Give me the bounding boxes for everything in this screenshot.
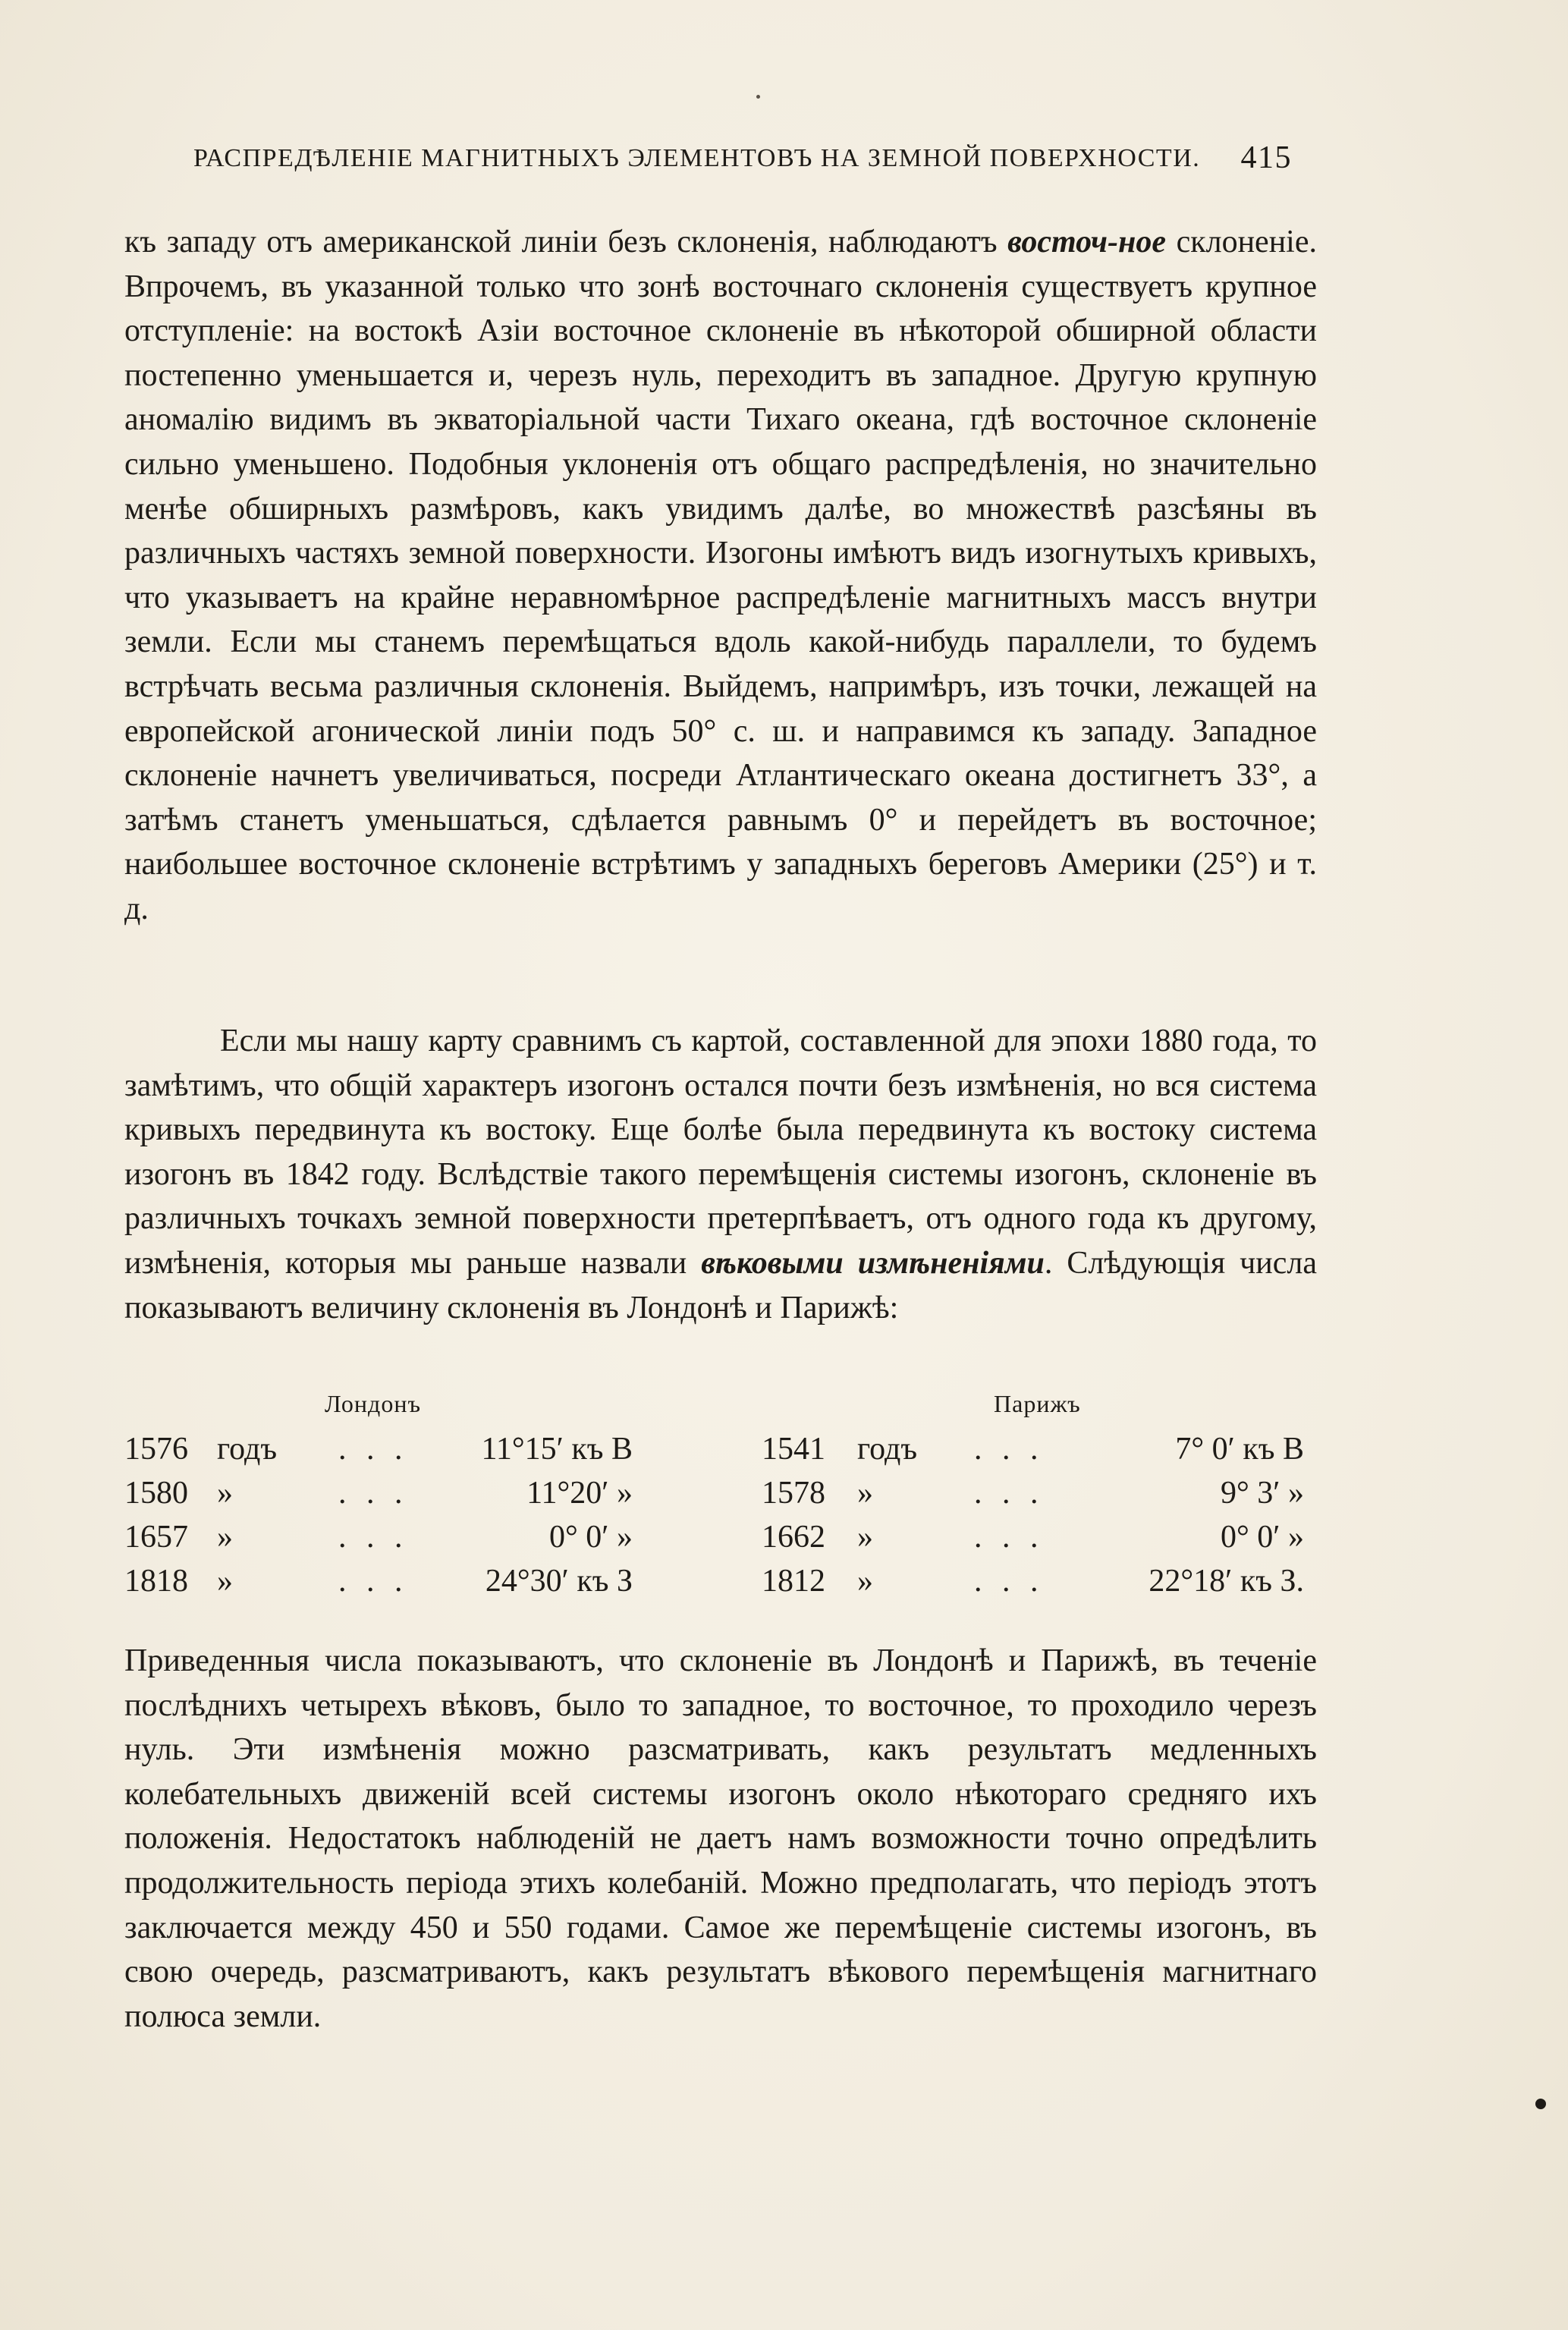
paris-year: 1578 — [762, 1476, 825, 1511]
paris-year: 1812 — [762, 1564, 825, 1599]
paris-year-word: годъ — [857, 1432, 918, 1467]
paragraph-1-rest: склоненіе. Впрочемъ, въ указанной только что зонѣ восточнаго склоненія существуетъ крупное отступленіе: на востокѣ Азіи восточное склоненіе въ нѣкоторой обширной области постепенно уменьшается и, черезъ нуль, переходитъ въ западное. Другую крупную аномалію видимъ въ экваторіальной части Тихаго океана, гдѣ восточное склоненіе сильно уменьшено. Подобныя уклоненія отъ общаго распредѣленія, но значительно менѣе обширныхъ размѣровъ, какъ увидимъ далѣе, во множествѣ разсѣяны въ различныхъ частяхъ земной поверхности. Изогоны имѣютъ видъ изогнутыхъ кривыхъ, что указываетъ на крайне неравномѣрное распредѣленіе магнитныхъ массъ внутри земли. Если мы станемъ перемѣщаться вдоль какой-нибудь параллели, то будемъ встрѣчать весьма различныя склоненія. Выйдемъ, напримѣръ, изъ точки, лежащей на европейской агонической линіи подъ 50° с. ш. и направимся къ западу. Западное склоненіе начнетъ увеличиваться, посреди Атлантическаго океана достигнетъ 33°, а затѣмъ станетъ уменьшаться, сдѣлается равнымъ 0° и перейдетъ въ восточное; наибольшее восточное склоненіе встрѣтимъ у западныхъ береговъ Америки (25°) и т. д. — [124, 225, 1317, 926]
paragraph-1-italic-a: восточ- — [1007, 225, 1119, 259]
london-year: 1576 — [124, 1432, 188, 1467]
london-column-header: Лондонъ — [325, 1390, 421, 1417]
leader-dots: . . . — [974, 1432, 1045, 1467]
page-number: 415 — [1240, 140, 1292, 175]
paragraph-1 — [124, 220, 1317, 932]
table-row — [124, 1519, 1338, 1563]
paragraph-3 — [124, 1639, 1317, 2039]
paris-declination: 0° 0′ » — [1221, 1520, 1304, 1555]
paragraph-3-text: Приведенныя числа показываютъ, что склоненіе въ Лондонѣ и Парижѣ, въ теченіе послѣднихъ четырехъ вѣковъ, было то западное, то восточное, то проходило черезъ нуль. Эти измѣненія можно разсматривать, какъ результатъ медленныхъ колебательныхъ движеній всей системы изогонъ около нѣкотораго средняго ихъ положенія. Недостатокъ наблюденій не даетъ намъ возможности точно опредѣлить продолжительность періода этихъ колебаній. Можно предполагать, что періодъ этотъ заключается между 450 и 550 годами. Самое же перемѣщеніе системы изогонъ, въ свою очередь, разсматриваютъ, какъ результатъ вѣкового перемѣщенія магнитнаго полюса земли. — [124, 1643, 1317, 2034]
leader-dots: . . . — [974, 1520, 1045, 1555]
london-year-word: » — [217, 1476, 233, 1511]
ink-dot — [1535, 2099, 1546, 2109]
ink-speck — [756, 95, 760, 99]
paris-year-word: » — [857, 1564, 873, 1599]
paris-year: 1662 — [762, 1520, 825, 1555]
paragraph-2-italic: вѣковыми измѣненіями — [701, 1245, 1045, 1281]
leader-dots: . . . — [338, 1520, 409, 1555]
declination-table — [124, 1390, 1338, 1618]
london-year: 1580 — [124, 1476, 188, 1511]
table-row — [124, 1431, 1338, 1475]
london-year-word: » — [217, 1564, 233, 1599]
london-year-word: » — [217, 1520, 233, 1555]
leader-dots: . . . — [974, 1564, 1045, 1599]
paris-declination: 9° 3′ » — [1221, 1476, 1304, 1511]
running-head — [193, 140, 1301, 175]
leader-dots: . . . — [974, 1476, 1045, 1511]
paragraph-2-after: . Слѣдующія числа показываютъ величину склоненія въ Лондонѣ и Парижѣ: — [124, 1245, 1317, 1325]
paragraph-2-before: Если мы нашу карту сравнимъ съ картой, составленной для эпохи 1880 года, то замѣтимъ, что общій характеръ изогонъ остался почти безъ измѣненія, но вся система кривыхъ передвинута къ востоку. Еще болѣе была передвинута къ востоку система изогонъ въ 1842 году. Вслѣдствіе такого перемѣщенія системы изогонъ, склоненіе въ различныхъ точкахъ земной поверхности претерпѣваетъ, отъ одного года къ другому, измѣненія, которыя мы раньше назвали — [124, 1024, 1317, 1281]
paris-year-word: » — [857, 1520, 873, 1555]
paris-year: 1541 — [762, 1432, 825, 1467]
table-row — [124, 1563, 1338, 1607]
paragraph-1-start: къ западу отъ американской линіи безъ склоненія, наблюдаютъ — [124, 225, 1008, 259]
london-year: 1657 — [124, 1520, 188, 1555]
paragraph-2 — [124, 1019, 1317, 1330]
running-title: РАСПРЕДѢЛЕНІЕ МАГНИТНЫХЪ ЭЛЕМЕНТОВЪ НА ЗЕМНОЙ ПОВЕРХНОСТИ. — [193, 144, 1201, 172]
leader-dots: . . . — [338, 1476, 409, 1511]
london-declination: 11°20′ » — [526, 1476, 633, 1511]
paragraph-1-italic-b: ное — [1118, 225, 1167, 259]
london-year-word: годъ — [217, 1432, 278, 1467]
table-row — [124, 1475, 1338, 1519]
paris-year-word: » — [857, 1476, 873, 1511]
leader-dots: . . . — [338, 1564, 409, 1599]
london-declination: 11°15′ къ В — [481, 1432, 633, 1467]
leader-dots: . . . — [338, 1432, 409, 1467]
paris-declination: 7° 0′ къ В — [1175, 1432, 1304, 1467]
london-year: 1818 — [124, 1564, 188, 1599]
london-declination: 0° 0′ » — [549, 1520, 633, 1555]
paris-declination: 22°18′ къ З. — [1149, 1564, 1304, 1599]
paris-column-header: Парижъ — [994, 1390, 1081, 1417]
london-declination: 24°30′ къ З — [485, 1564, 633, 1599]
